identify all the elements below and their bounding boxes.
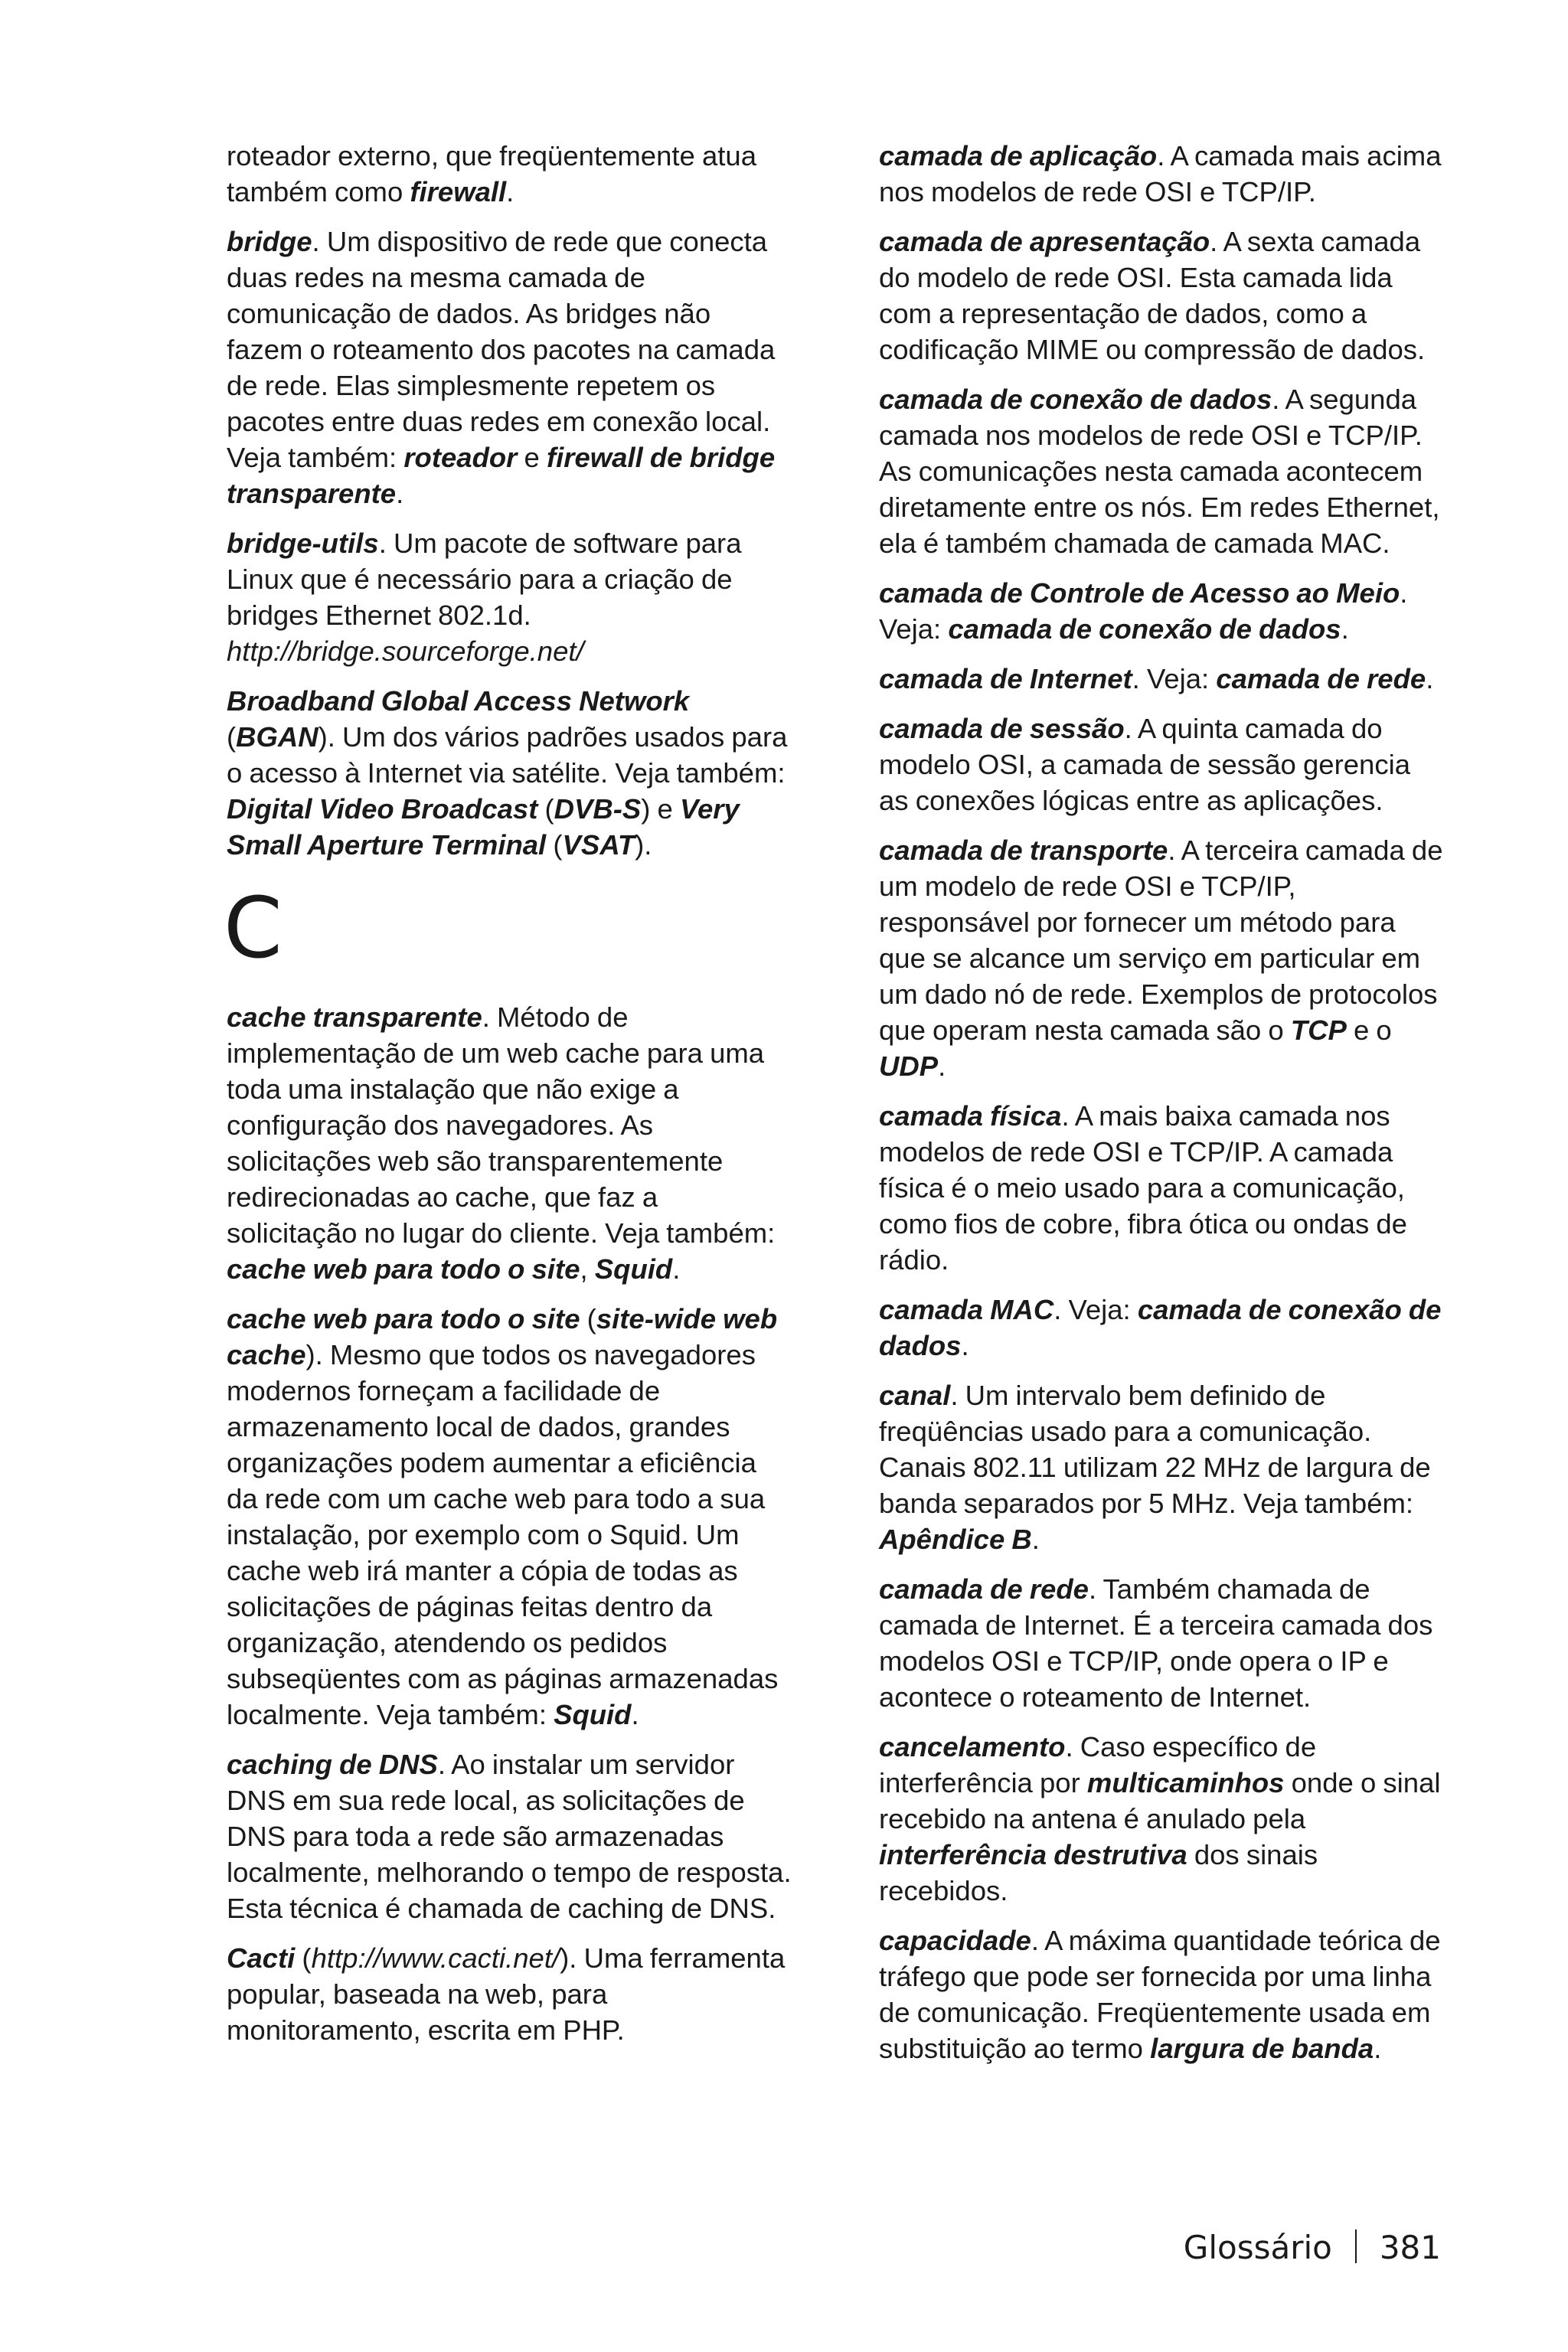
glossary-entry	[227, 224, 793, 511]
glossary-term: camada de transporte	[879, 835, 1168, 866]
glossary-term: BGAN	[236, 721, 318, 753]
definition-text: .	[1031, 1524, 1040, 1555]
definition-text: (	[546, 829, 563, 861]
glossary-entry	[227, 525, 793, 669]
definition-text: (	[537, 793, 554, 825]
definition-text: . A máxima quantidade teórica de tráfego que pode ser fornecida por uma linha de comunicação. Freqüentemente usada em substituição ao termo	[879, 1925, 1441, 2064]
glossary-entry	[879, 138, 1446, 210]
glossary-entry	[879, 1729, 1446, 1909]
glossary-entry	[879, 1377, 1446, 1557]
glossary-entry-continued	[227, 138, 793, 210]
definition-text: .	[672, 1253, 681, 1285]
glossary-term: caching de DNS	[227, 1749, 438, 1780]
glossary-entry	[879, 224, 1446, 368]
page-footer	[1184, 2228, 1441, 2268]
glossary-term: camada de conexão de dados	[879, 1294, 1442, 1361]
definition-text: .	[1374, 2033, 1382, 2064]
glossary-term: Broadband Global Access Network	[227, 685, 690, 717]
definition-text: ). Um dos vários padrões usados para o acesso à Internet via satélite. Veja também:	[227, 721, 788, 789]
glossary-term: cache transparente	[227, 1001, 482, 1033]
right-column	[879, 138, 1446, 2080]
url-text: http://www.cacti.net/	[311, 1942, 560, 1974]
definition-text: . Veja:	[879, 577, 1408, 645]
definition-text: .	[938, 1050, 946, 1082]
url-text: http://bridge.sourceforge.net/	[227, 635, 584, 667]
glossary-term: cancelamento	[879, 1731, 1066, 1762]
glossary-entry	[227, 683, 793, 863]
glossary-term: Squid	[594, 1253, 673, 1285]
glossary-term: cache web para todo o site	[227, 1253, 580, 1285]
definition-text: . Um intervalo bem definido de freqüências usado para a comunicação. Canais 802.11 utilizam 22 MHz de largura de banda separados por 5 MHz. Veja também:	[879, 1380, 1431, 1519]
definition-text: . A segunda camada nos modelos de rede OSI e TCP/IP. As comunicações nesta camada acontecem diretamente entre os nós. Em redes Ethernet, ela é também chamada de camada MAC.	[879, 384, 1440, 559]
definition-text: ).	[635, 829, 652, 861]
definition-text: . Um pacote de software para Linux que é necessário para a criação de bridges Ethernet 802.1d.	[227, 528, 742, 631]
glossary-term: camada de Controle de Acesso ao Meio	[879, 577, 1400, 609]
glossary-entry	[227, 1746, 793, 1926]
definition-text: onde o sinal recebido na antena é anulado pela	[879, 1767, 1441, 1834]
definition-text: .	[631, 1699, 639, 1730]
glossary-term: multicaminhos	[1086, 1767, 1285, 1798]
glossary-term: cache web para todo o site	[227, 1303, 580, 1334]
definition-text: ). Uma ferramenta popular, baseada na web, para monitoramento, escrita em PHP.	[227, 1942, 786, 2046]
glossary-entry	[879, 710, 1446, 818]
glossary-term: capacidade	[879, 1925, 1031, 1956]
glossary-term: roteador	[403, 442, 518, 473]
section-letter-heading: C	[224, 879, 283, 977]
definition-text: .	[1426, 663, 1434, 694]
glossary-entry	[879, 1098, 1446, 1278]
glossary-term: TCP	[1290, 1014, 1347, 1046]
definition-text: (	[227, 721, 237, 753]
glossary-term: camada de Internet	[879, 663, 1132, 694]
left-column	[224, 138, 793, 2062]
glossary-entry	[879, 1922, 1446, 2066]
entries-b	[227, 224, 793, 863]
definition-text: . A sexta camada do modelo de rede OSI. Esta camada lida com a representação de dados, como a codificação MIME ou compressão de dados.	[879, 226, 1426, 365]
glossary-term: Very Small Aperture Terminal	[227, 793, 740, 861]
definition-text: ,	[580, 1253, 595, 1285]
glossary-entry	[227, 1940, 793, 2048]
definition-text: .	[1341, 613, 1349, 645]
definition-text: ) e	[641, 793, 680, 825]
page-number: 381	[1379, 2229, 1441, 2266]
definition-text: . A terceira camada de um modelo de rede OSI e TCP/IP, responsável por fornecer um método para que se alcance um serviço em particular em um dado nó de rede. Exemplos de protocolos que operam nesta camada são o	[879, 835, 1443, 1046]
definition-text: . Caso específico de interferência por	[879, 1731, 1317, 1798]
glossary-term: Cacti	[227, 1942, 296, 1974]
definition-text: e	[517, 442, 547, 473]
glossary-entry	[879, 1571, 1446, 1715]
definition-text: (	[580, 1303, 596, 1334]
glossary-term: camada de rede	[1216, 663, 1426, 694]
glossary-term: DVB-S	[554, 793, 642, 825]
glossary-entry	[227, 1301, 793, 1733]
glossary-term: Apêndice B	[879, 1524, 1032, 1555]
glossary-entry	[879, 661, 1446, 697]
definition-text: . A mais baixa camada nos modelos de rede OSI e TCP/IP. A camada física é o meio usado para a comunicação, como fios de cobre, fibra ótica ou ondas de rádio.	[879, 1100, 1407, 1276]
definition-text: . Também chamada de camada de Internet. É a terceira camada dos modelos OSI e TCP/IP, onde opera o IP e acontece o roteamento de Internet.	[879, 1573, 1433, 1713]
glossary-term: camada de sessão	[879, 713, 1125, 744]
glossary-term: UDP	[879, 1050, 939, 1082]
glossary-term: VSAT	[562, 829, 635, 861]
definition-text: . Um dispositivo de rede que conecta duas redes na mesma camada de comunicação de dados. As bridges não fazem o roteamento dos pacotes na camada de rede. Elas simplesmente repetem os pacotes entre duas redes em conexão local. Veja também:	[227, 226, 776, 473]
glossary-entry	[879, 381, 1446, 561]
definition-text: .	[396, 478, 404, 509]
glossary-entry	[227, 999, 793, 1287]
glossary-term: camada de aplicação	[879, 140, 1158, 172]
glossary-term: camada de conexão de dados	[948, 613, 1341, 645]
glossary-term: camada MAC	[879, 1294, 1054, 1325]
definition-text: .	[961, 1330, 969, 1361]
glossary-term: camada de rede	[879, 1573, 1089, 1605]
glossary-term: camada de apresentação	[879, 226, 1210, 257]
definition-text: ). Mesmo que todos os navegadores modernos forneçam a facilidade de armazenamento local de dados, grandes organizações podem aumentar a eficiência da rede com um cache web para todo a sua instalação, por exemplo com o Squid. Um cache web irá manter a cópia de todas as solicitações de páginas feitas dentro da organização, atendendo os pedidos subseqüentes com as páginas armazenadas localmente. Veja também:	[227, 1339, 779, 1730]
glossary-term: camada física	[879, 1100, 1062, 1132]
glossary-term: Digital Video Broadcast	[227, 793, 538, 825]
definition-text: . A camada mais acima nos modelos de rede OSI e TCP/IP.	[879, 140, 1442, 207]
glossary-entry	[879, 1292, 1446, 1364]
glossary-term: bridge-utils	[227, 528, 379, 559]
glossary-term: interferência destrutiva	[879, 1839, 1187, 1870]
footer-divider	[1355, 2230, 1357, 2263]
definition-text: . Veja:	[1054, 1294, 1138, 1325]
entries-c	[227, 999, 793, 2048]
definition-text: e o	[1346, 1014, 1392, 1046]
definition-text: (	[295, 1942, 312, 1974]
glossary-term: firewall de bridge transparente	[227, 442, 776, 509]
glossary-term: largura de banda	[1150, 2033, 1374, 2064]
glossary-term: camada de conexão de dados	[879, 384, 1272, 415]
running-section-title: Glossário	[1183, 2229, 1332, 2266]
definition-text: . A quinta camada do modelo OSI, a camada de sessão gerencia as conexões lógicas entre as aplicações.	[879, 713, 1410, 816]
definition-text: . Ao instalar um servidor DNS em sua rede local, as solicitações de DNS para toda a rede são armazenadas localmente, melhorando o tempo de resposta. Esta técnica é chamada de caching de DNS.	[227, 1749, 792, 1924]
glossary-term: canal	[879, 1380, 951, 1411]
definition-text: .	[506, 176, 514, 207]
definition-text: . Método de implementação de um web cache para uma toda uma instalação que não exige a configuração dos navegadores. As solicitações web são transparentemente redirecionadas ao cache, que faz a solicitação no lugar do cliente. Veja também:	[227, 1001, 776, 1249]
glossary-entry	[879, 575, 1446, 647]
glossary-term: site-wide web cache	[227, 1303, 778, 1370]
glossary-entry	[879, 832, 1446, 1084]
glossary-term: bridge	[227, 226, 312, 257]
glossary-term: firewall	[410, 176, 507, 207]
definition-text: . Veja:	[1132, 663, 1217, 694]
definition-text: dos sinais recebidos.	[879, 1839, 1318, 1906]
glossary-term: Squid	[554, 1699, 632, 1730]
definition-text: roteador externo, que freqüentemente atua também como	[227, 140, 757, 207]
